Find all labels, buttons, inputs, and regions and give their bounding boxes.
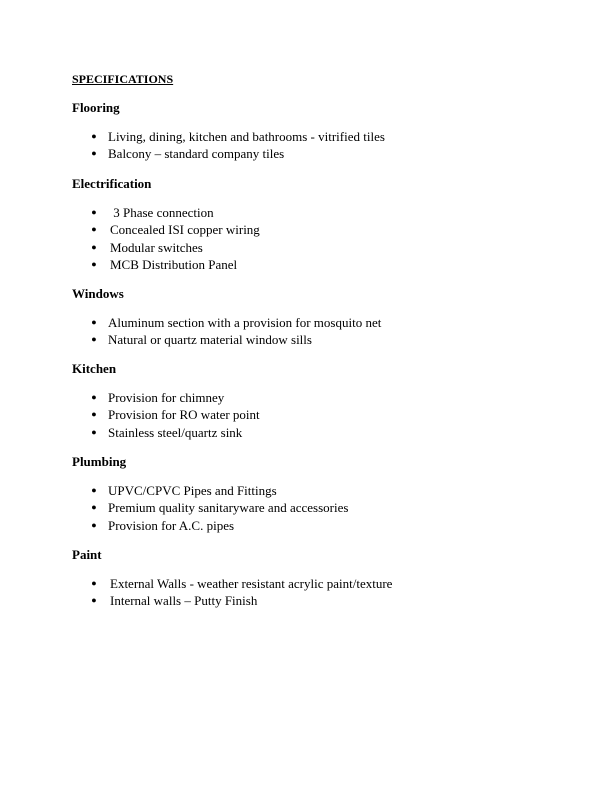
section-heading-kitchen: Kitchen xyxy=(72,361,117,376)
list-item-text: Natural or quartz material window sills xyxy=(108,332,312,348)
section-heading-electrification: Electrification xyxy=(72,176,152,191)
bullet-icon: ● xyxy=(91,258,97,269)
list-item-text: Provision for chimney xyxy=(108,390,225,405)
list-item-text: Stainless steel/quartz sink xyxy=(108,424,243,440)
document-title: SPECIFICATIONS xyxy=(72,72,174,86)
bullet-icon: ● xyxy=(91,224,97,235)
list-item-text: Balcony – standard company tiles xyxy=(108,146,285,162)
bullet-icon: ● xyxy=(91,485,97,495)
section-heading-paint: Paint xyxy=(72,547,102,562)
list-item-text: Living, dining, kitchen and bathrooms - vitrified tiles xyxy=(108,129,385,144)
section-heading-flooring: Flooring xyxy=(72,100,120,115)
list-item-text: MCB Distribution Panel xyxy=(110,256,238,272)
list-item-text: Premium quality sanitaryware and accessories xyxy=(108,500,349,516)
list-item-text: UPVC/CPVC Pipes and Fittings xyxy=(108,483,277,498)
list-item-text: Concealed ISI copper wiring xyxy=(110,222,260,238)
list-item-text: Modular switches xyxy=(110,239,203,255)
bullet-icon: ● xyxy=(91,519,97,530)
bullet-icon: ● xyxy=(91,241,97,252)
bullet-icon: ● xyxy=(91,578,97,588)
list-item-text: Provision for RO water point xyxy=(108,407,260,423)
bullet-icon: ● xyxy=(91,317,97,327)
bullet-icon: ● xyxy=(91,207,97,217)
bullet-icon: ● xyxy=(91,148,97,159)
bullet-icon: ● xyxy=(91,334,97,345)
bullet-icon: ● xyxy=(91,131,97,141)
list-item-text: Aluminum section with a provision for mosquito net xyxy=(108,315,382,330)
bullet-icon: ● xyxy=(91,392,97,402)
list-item-text: Internal walls – Putty Finish xyxy=(110,593,258,609)
bullet-icon: ● xyxy=(91,426,97,437)
list-item-text: External Walls - weather resistant acrylic paint/texture xyxy=(110,576,393,591)
bullet-icon: ● xyxy=(91,502,97,513)
list-item-text: 3 Phase connection xyxy=(110,205,214,220)
bullet-icon: ● xyxy=(91,409,97,420)
section-heading-windows: Windows xyxy=(72,286,124,301)
bullet-icon: ● xyxy=(91,595,97,606)
list-item-text: Provision for A.C. pipes xyxy=(108,517,235,533)
section-heading-plumbing: Plumbing xyxy=(72,454,127,469)
